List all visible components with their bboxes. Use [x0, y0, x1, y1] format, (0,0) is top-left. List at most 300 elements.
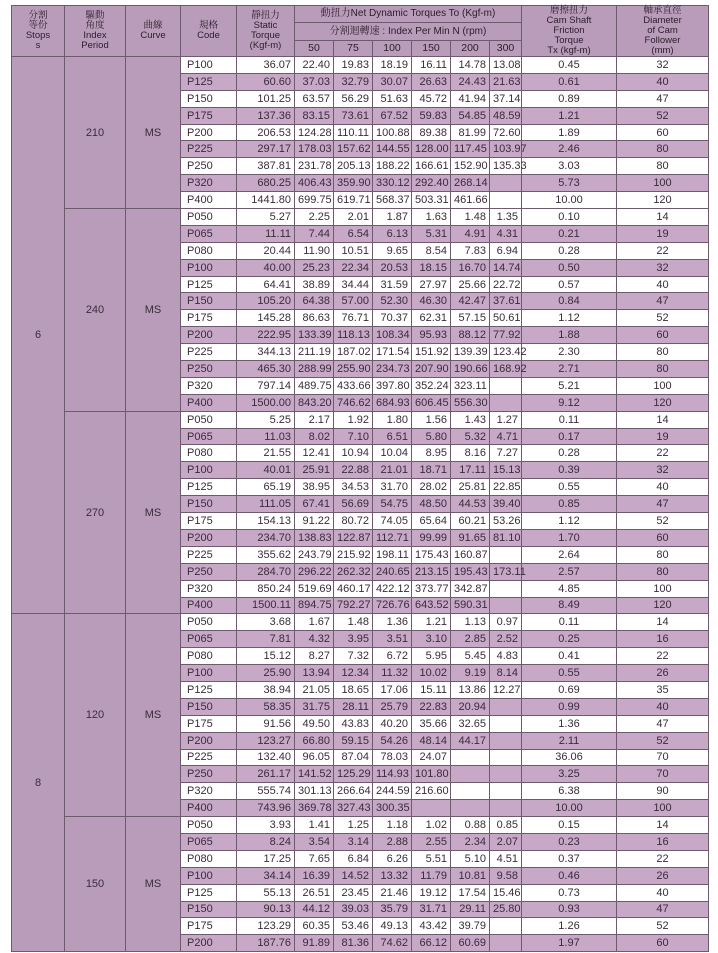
torque-100-cell: 30.07	[373, 73, 412, 90]
diameter-cell: 80	[617, 141, 709, 158]
torque-150-cell: 373.77	[412, 580, 451, 597]
torque-300-cell: 81.10	[490, 529, 522, 546]
code-cell: P080	[181, 445, 237, 462]
static-torque-cell: 64.41	[237, 276, 295, 293]
diameter-cell: 40	[617, 884, 709, 901]
torque-50-cell: 1.41	[295, 817, 334, 834]
friction-torque-cell: 3.25	[522, 766, 617, 783]
code-cell: P080	[181, 648, 237, 665]
torque-300-cell	[490, 546, 522, 563]
friction-torque-cell: 0.57	[522, 276, 617, 293]
header-rpm: 100	[373, 40, 412, 56]
diameter-cell: 47	[617, 715, 709, 732]
torque-100-cell: 10.04	[373, 445, 412, 462]
diameter-cell: 60	[617, 935, 709, 952]
torque-300-cell: 22.72	[490, 276, 522, 293]
code-cell: P225	[181, 546, 237, 563]
code-cell: P400	[181, 597, 237, 614]
code-cell: P150	[181, 90, 237, 107]
torque-75-cell: 76.71	[334, 310, 373, 327]
torque-50-cell: 894.75	[295, 597, 334, 614]
torque-75-cell: 433.66	[334, 377, 373, 394]
static-torque-cell: 137.36	[237, 107, 295, 124]
torque-75-cell: 359.90	[334, 175, 373, 192]
static-torque-cell: 55.13	[237, 884, 295, 901]
torque-100-cell: 70.37	[373, 310, 412, 327]
code-cell: P200	[181, 732, 237, 749]
torque-150-cell: 31.71	[412, 901, 451, 918]
header-rpm: 75	[334, 40, 373, 56]
torque-300-cell	[490, 175, 522, 192]
torque-150-cell: 95.93	[412, 327, 451, 344]
diameter-cell: 100	[617, 580, 709, 597]
friction-torque-cell: 6.38	[522, 783, 617, 800]
index-period-cell: 270	[65, 411, 126, 614]
code-cell: P150	[181, 698, 237, 715]
torque-200-cell: 1.13	[451, 614, 490, 631]
torque-100-cell: 78.03	[373, 749, 412, 766]
torque-150-cell: 128.00	[412, 141, 451, 158]
torque-75-cell: 22.88	[334, 462, 373, 479]
torque-50-cell: 3.54	[295, 833, 334, 850]
friction-torque-cell: 0.46	[522, 867, 617, 884]
code-cell: P175	[181, 107, 237, 124]
static-torque-cell: 3.93	[237, 817, 295, 834]
torque-50-cell: 38.89	[295, 276, 334, 293]
static-torque-cell: 261.17	[237, 766, 295, 783]
friction-torque-cell: 5.73	[522, 175, 617, 192]
torque-100-cell: 35.79	[373, 901, 412, 918]
code-cell: P400	[181, 192, 237, 209]
code-cell: P100	[181, 462, 237, 479]
friction-torque-cell: 0.84	[522, 293, 617, 310]
static-torque-cell: 355.62	[237, 546, 295, 563]
torque-50-cell: 31.75	[295, 698, 334, 715]
header-stops: 分割 等份 Stops s	[12, 6, 65, 57]
torque-50-cell: 86.63	[295, 310, 334, 327]
torque-100-cell: 244.59	[373, 783, 412, 800]
static-torque-cell: 797.14	[237, 377, 295, 394]
torque-50-cell: 49.50	[295, 715, 334, 732]
torque-50-cell: 489.75	[295, 377, 334, 394]
torque-150-cell: 101.80	[412, 766, 451, 783]
torque-50-cell: 301.13	[295, 783, 334, 800]
code-cell: P065	[181, 631, 237, 648]
friction-torque-cell: 1.70	[522, 529, 617, 546]
torque-50-cell: 7.44	[295, 225, 334, 242]
torque-100-cell: 54.75	[373, 496, 412, 513]
torque-50-cell: 133.39	[295, 327, 334, 344]
torque-150-cell: 66.12	[412, 935, 451, 952]
torque-50-cell: 38.95	[295, 479, 334, 496]
friction-torque-cell: 0.28	[522, 242, 617, 259]
torque-200-cell: 5.10	[451, 850, 490, 867]
torque-150-cell: 352.24	[412, 377, 451, 394]
static-torque-cell: 7.81	[237, 631, 295, 648]
torque-200-cell: 88.12	[451, 327, 490, 344]
static-torque-cell: 11.11	[237, 225, 295, 242]
torque-300-cell	[490, 597, 522, 614]
curve-cell: MS	[126, 614, 181, 817]
torque-50-cell: 91.22	[295, 513, 334, 530]
torque-50-cell: 67.41	[295, 496, 334, 513]
torque-300-cell: 1.35	[490, 209, 522, 226]
torque-200-cell: 2.34	[451, 833, 490, 850]
torque-200-cell: 1.43	[451, 411, 490, 428]
torque-75-cell: 118.13	[334, 327, 373, 344]
torque-100-cell: 17.06	[373, 681, 412, 698]
torque-75-cell: 327.43	[334, 800, 373, 817]
torque-50-cell: 44.12	[295, 901, 334, 918]
diameter-cell: 100	[617, 377, 709, 394]
torque-50-cell: 96.05	[295, 749, 334, 766]
diameter-cell: 80	[617, 361, 709, 378]
torque-75-cell: 53.46	[334, 918, 373, 935]
torque-50-cell: 25.91	[295, 462, 334, 479]
code-cell: P150	[181, 901, 237, 918]
torque-50-cell: 2.25	[295, 209, 334, 226]
torque-75-cell: 56.69	[334, 496, 373, 513]
torque-300-cell	[490, 698, 522, 715]
torque-150-cell: 43.42	[412, 918, 451, 935]
torque-300-cell: 0.85	[490, 817, 522, 834]
friction-torque-cell: 1.89	[522, 124, 617, 141]
diameter-cell: 22	[617, 648, 709, 665]
static-torque-cell: 123.29	[237, 918, 295, 935]
torque-300-cell: 0.97	[490, 614, 522, 631]
friction-torque-cell: 2.57	[522, 563, 617, 580]
code-cell: P250	[181, 361, 237, 378]
code-cell: P125	[181, 73, 237, 90]
torque-50-cell: 124.28	[295, 124, 334, 141]
torque-300-cell: 37.61	[490, 293, 522, 310]
torque-200-cell: 268.14	[451, 175, 490, 192]
static-torque-cell: 145.28	[237, 310, 295, 327]
torque-100-cell: 54.26	[373, 732, 412, 749]
torque-300-cell	[490, 918, 522, 935]
header-diameter: 軸承直徑 Diameter of Cam Follower (mm)	[617, 6, 709, 57]
static-torque-cell: 60.60	[237, 73, 295, 90]
diameter-cell: 52	[617, 918, 709, 935]
diameter-cell: 80	[617, 344, 709, 361]
torque-100-cell: 330.12	[373, 175, 412, 192]
torque-300-cell: 1.27	[490, 411, 522, 428]
torque-100-cell: 114.93	[373, 766, 412, 783]
table-header	[12, 6, 709, 57]
torque-300-cell	[490, 377, 522, 394]
diameter-cell: 32	[617, 462, 709, 479]
torque-75-cell: 23.45	[334, 884, 373, 901]
header-cam-friction: 磨擦扭力 Cam Shaft Friction Torque Tx (kgf-m)	[522, 6, 617, 57]
static-torque-cell: 344.13	[237, 344, 295, 361]
diameter-cell: 60	[617, 327, 709, 344]
torque-150-cell: 1.21	[412, 614, 451, 631]
torque-75-cell: 19.83	[334, 57, 373, 74]
static-torque-cell: 297.17	[237, 141, 295, 158]
torque-200-cell: 32.65	[451, 715, 490, 732]
torque-200-cell: 25.81	[451, 479, 490, 496]
torque-300-cell: 168.92	[490, 361, 522, 378]
torque-100-cell: 6.51	[373, 428, 412, 445]
friction-torque-cell: 2.71	[522, 361, 617, 378]
torque-300-cell: 135.33	[490, 158, 522, 175]
torque-100-cell: 568.37	[373, 192, 412, 209]
torque-200-cell: 2.85	[451, 631, 490, 648]
torque-75-cell: 460.17	[334, 580, 373, 597]
torque-300-cell	[490, 715, 522, 732]
torque-table	[11, 5, 709, 952]
static-torque-cell: 58.35	[237, 698, 295, 715]
torque-100-cell: 11.32	[373, 665, 412, 682]
torque-50-cell: 60.35	[295, 918, 334, 935]
torque-150-cell: 175.43	[412, 546, 451, 563]
friction-torque-cell: 0.45	[522, 57, 617, 74]
torque-100-cell: 112.71	[373, 529, 412, 546]
torque-50-cell: 8.02	[295, 428, 334, 445]
torque-300-cell: 21.63	[490, 73, 522, 90]
torque-100-cell: 25.79	[373, 698, 412, 715]
torque-200-cell: 7.83	[451, 242, 490, 259]
code-cell: P175	[181, 513, 237, 530]
torque-200-cell: 29.11	[451, 901, 490, 918]
friction-torque-cell: 9.12	[522, 394, 617, 411]
torque-50-cell: 63.57	[295, 90, 334, 107]
torque-100-cell: 74.05	[373, 513, 412, 530]
torque-75-cell: 2.01	[334, 209, 373, 226]
torque-75-cell: 34.44	[334, 276, 373, 293]
torque-200-cell: 160.87	[451, 546, 490, 563]
torque-100-cell: 1.36	[373, 614, 412, 631]
static-torque-cell: 65.19	[237, 479, 295, 496]
code-cell: P050	[181, 614, 237, 631]
torque-200-cell: 1.48	[451, 209, 490, 226]
diameter-cell: 14	[617, 411, 709, 428]
friction-torque-cell: 0.69	[522, 681, 617, 698]
static-torque-cell: 17.25	[237, 850, 295, 867]
static-torque-cell: 387.81	[237, 158, 295, 175]
torque-100-cell: 18.19	[373, 57, 412, 74]
torque-100-cell: 2.88	[373, 833, 412, 850]
torque-150-cell	[412, 800, 451, 817]
torque-100-cell: 108.34	[373, 327, 412, 344]
torque-150-cell: 11.79	[412, 867, 451, 884]
static-torque-cell: 38.94	[237, 681, 295, 698]
torque-75-cell: 792.27	[334, 597, 373, 614]
static-torque-cell: 1441.80	[237, 192, 295, 209]
friction-torque-cell: 1.21	[522, 107, 617, 124]
diameter-cell: 47	[617, 496, 709, 513]
torque-200-cell: 44.53	[451, 496, 490, 513]
diameter-cell: 60	[617, 124, 709, 141]
diameter-cell: 26	[617, 665, 709, 682]
torque-150-cell: 503.31	[412, 192, 451, 209]
friction-torque-cell: 0.23	[522, 833, 617, 850]
static-torque-cell: 111.05	[237, 496, 295, 513]
torque-150-cell: 18.15	[412, 259, 451, 276]
torque-75-cell: 266.64	[334, 783, 373, 800]
torque-50-cell: 8.27	[295, 648, 334, 665]
torque-300-cell	[490, 935, 522, 952]
curve-cell: MS	[126, 209, 181, 412]
torque-50-cell: 2.17	[295, 411, 334, 428]
friction-torque-cell: 2.30	[522, 344, 617, 361]
torque-50-cell: 12.41	[295, 445, 334, 462]
torque-300-cell: 7.27	[490, 445, 522, 462]
friction-torque-cell: 0.89	[522, 90, 617, 107]
torque-300-cell: 123.42	[490, 344, 522, 361]
torque-150-cell: 10.02	[412, 665, 451, 682]
torque-200-cell	[451, 749, 490, 766]
torque-100-cell: 1.80	[373, 411, 412, 428]
torque-100-cell: 144.55	[373, 141, 412, 158]
code-cell: P100	[181, 665, 237, 682]
code-cell: P150	[181, 293, 237, 310]
friction-torque-cell: 0.50	[522, 259, 617, 276]
torque-75-cell: 87.04	[334, 749, 373, 766]
torque-200-cell: 20.94	[451, 698, 490, 715]
diameter-cell: 120	[617, 192, 709, 209]
static-torque-cell: 21.55	[237, 445, 295, 462]
diameter-cell: 52	[617, 513, 709, 530]
torque-75-cell: 10.51	[334, 242, 373, 259]
static-torque-cell: 36.07	[237, 57, 295, 74]
friction-torque-cell: 0.85	[522, 496, 617, 513]
torque-100-cell: 74.62	[373, 935, 412, 952]
torque-300-cell: 39.40	[490, 496, 522, 513]
torque-200-cell: 14.78	[451, 57, 490, 74]
static-torque-cell: 123.27	[237, 732, 295, 749]
torque-150-cell: 1.56	[412, 411, 451, 428]
header-rpm: 300	[490, 40, 522, 56]
torque-75-cell: 255.90	[334, 361, 373, 378]
torque-75-cell: 39.03	[334, 901, 373, 918]
friction-torque-cell: 1.12	[522, 513, 617, 530]
torque-75-cell: 7.10	[334, 428, 373, 445]
torque-300-cell	[490, 749, 522, 766]
friction-torque-cell: 0.73	[522, 884, 617, 901]
torque-300-cell	[490, 394, 522, 411]
torque-100-cell: 3.51	[373, 631, 412, 648]
diameter-cell: 60	[617, 529, 709, 546]
torque-150-cell: 216.60	[412, 783, 451, 800]
torque-100-cell: 1.18	[373, 817, 412, 834]
torque-150-cell: 292.40	[412, 175, 451, 192]
header-curve: 曲線 Curve	[126, 6, 181, 57]
code-cell: P150	[181, 496, 237, 513]
torque-75-cell: 81.36	[334, 935, 373, 952]
torque-200-cell	[451, 800, 490, 817]
torque-75-cell: 18.65	[334, 681, 373, 698]
static-torque-cell: 154.13	[237, 513, 295, 530]
diameter-cell: 90	[617, 783, 709, 800]
torque-300-cell: 4.71	[490, 428, 522, 445]
code-cell: P225	[181, 749, 237, 766]
torque-200-cell: 195.43	[451, 563, 490, 580]
torque-200-cell: 139.39	[451, 344, 490, 361]
diameter-cell: 16	[617, 631, 709, 648]
torque-75-cell: 110.11	[334, 124, 373, 141]
torque-200-cell: 0.88	[451, 817, 490, 834]
code-cell: P175	[181, 715, 237, 732]
torque-150-cell: 65.64	[412, 513, 451, 530]
torque-100-cell: 9.65	[373, 242, 412, 259]
torque-100-cell: 40.20	[373, 715, 412, 732]
torque-200-cell	[451, 783, 490, 800]
stops-cell: 8	[12, 614, 65, 952]
torque-75-cell: 32.79	[334, 73, 373, 90]
diameter-cell: 47	[617, 293, 709, 310]
torque-150-cell: 166.61	[412, 158, 451, 175]
friction-torque-cell: 36.06	[522, 749, 617, 766]
torque-150-cell: 45.72	[412, 90, 451, 107]
diameter-cell: 80	[617, 546, 709, 563]
diameter-cell: 14	[617, 817, 709, 834]
torque-300-cell: 6.94	[490, 242, 522, 259]
diameter-cell: 40	[617, 479, 709, 496]
table-row	[12, 411, 709, 428]
torque-75-cell: 157.62	[334, 141, 373, 158]
diameter-cell: 14	[617, 209, 709, 226]
friction-torque-cell: 0.10	[522, 209, 617, 226]
static-torque-cell: 680.25	[237, 175, 295, 192]
torque-150-cell: 16.11	[412, 57, 451, 74]
friction-torque-cell: 1.12	[522, 310, 617, 327]
torque-200-cell: 16.70	[451, 259, 490, 276]
code-cell: P080	[181, 850, 237, 867]
code-cell: P320	[181, 175, 237, 192]
header-net-dynamic: 動扭力Net Dynamic Torques To (Kgf-m)	[295, 6, 522, 23]
code-cell: P320	[181, 580, 237, 597]
static-torque-cell: 40.00	[237, 259, 295, 276]
code-cell: P200	[181, 124, 237, 141]
torque-75-cell: 1.48	[334, 614, 373, 631]
torque-100-cell: 49.13	[373, 918, 412, 935]
friction-torque-cell: 0.37	[522, 850, 617, 867]
code-cell: P100	[181, 259, 237, 276]
torque-200-cell: 5.45	[451, 648, 490, 665]
torque-200-cell: 91.65	[451, 529, 490, 546]
code-cell: P050	[181, 817, 237, 834]
torque-200-cell: 5.32	[451, 428, 490, 445]
table-row	[12, 614, 709, 631]
friction-torque-cell: 0.15	[522, 817, 617, 834]
friction-torque-cell: 10.00	[522, 192, 617, 209]
table-row	[12, 817, 709, 834]
torque-300-cell: 77.92	[490, 327, 522, 344]
static-torque-cell: 234.70	[237, 529, 295, 546]
diameter-cell: 52	[617, 107, 709, 124]
torque-75-cell: 205.13	[334, 158, 373, 175]
torque-300-cell: 103.97	[490, 141, 522, 158]
friction-torque-cell: 2.64	[522, 546, 617, 563]
torque-150-cell: 18.71	[412, 462, 451, 479]
torque-300-cell: 4.51	[490, 850, 522, 867]
static-torque-cell: 850.24	[237, 580, 295, 597]
code-cell: P250	[181, 563, 237, 580]
torque-75-cell: 6.84	[334, 850, 373, 867]
static-torque-cell: 222.95	[237, 327, 295, 344]
torque-200-cell: 590.31	[451, 597, 490, 614]
torque-150-cell: 59.83	[412, 107, 451, 124]
torque-75-cell: 80.72	[334, 513, 373, 530]
torque-200-cell: 24.43	[451, 73, 490, 90]
code-cell: P225	[181, 141, 237, 158]
torque-50-cell: 296.22	[295, 563, 334, 580]
torque-300-cell: 13.08	[490, 57, 522, 74]
torque-200-cell: 117.45	[451, 141, 490, 158]
code-cell: P065	[181, 225, 237, 242]
torque-300-cell: 25.80	[490, 901, 522, 918]
